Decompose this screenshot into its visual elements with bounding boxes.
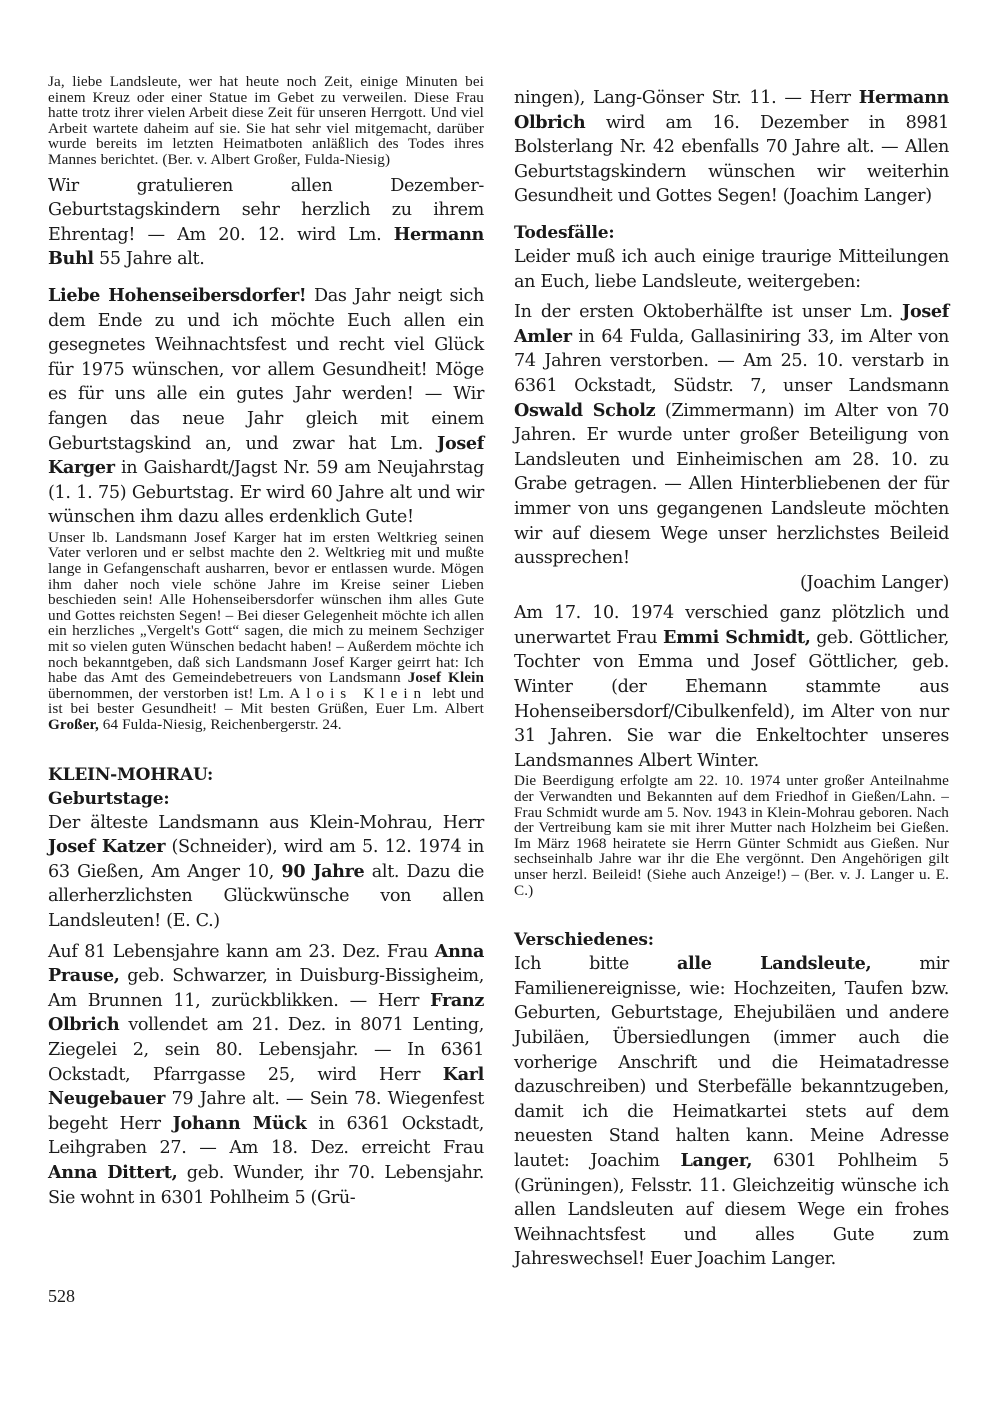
- text: Unser lb. Landsmann Josef Karger hat im ersten Weltkrieg seinen Vater verloren und er selbst machte den 2. Weltkrieg mit und mußte lange in Gefangenschaft ausharren, bevor er entlassen wurde. Mögen ihm daher noch viele schöne Jahre im Kreise seiner Lieben beschieden sein! Alle Hohenseibersdorfer wünschen ihm alles Gute und Gottes reichsten Segen! – Bei dieser Gelegenheit möchte ich allen ein herzliches „Vergelt's Gott“ sagen, die mich zu meinem Sechziger mit so vielen guten Wünschen bedacht haben! – Außerdem möchte ich noch bekanntgeben, daß sich Landsmann Josef Karger geirrt hat: Ich habe das Amt des Gemeindebetreuers von Landsmann: [48, 528, 484, 687]
- subheading-geburtstage: Geburtstage:: [48, 788, 170, 809]
- text: 79 Jahre alt. — Sein 78. Wiegenfest begeht Herr: [48, 1089, 484, 1134]
- section-heading-verschiedenes: Verschiedenes:: [514, 930, 654, 951]
- text: (Schneider), wird am 5. 12. 1974 in 63 Gießen, Am Anger 10,: [48, 837, 484, 882]
- section-heading-todesfaelle: Todesfälle:: [514, 222, 615, 243]
- text: mir Familienereignisse, wie: Hochzeiten, Taufen bzw. Geburten, Geburtstage, Ehejubiläen und andere Jubiläen, Übersiedlungen (immer auch die vorherige Anschrift und die Heimatadresse dazuschreiben) und Sterbefälle bekanntzugeben, damit ich die Heimatkartei stets auf dem neuesten Stand halten kann. Meine Adresse lautet: Joachim: [514, 954, 949, 1171]
- person-name: Karl Neugebauer: [48, 1063, 484, 1110]
- deaths-paragraph: [514, 300, 949, 571]
- age-highlight: 90 Jahre: [281, 860, 365, 882]
- verschiedenes-paragraph: [514, 952, 949, 1272]
- text: in Gaishardt/Jagst Nr. 59 am Neujahrstag (1. 1. 75) Geburtstag. Er wird 60 Jahre alt und wir wünschen ihm dazu alles erdenklich Gute!: [48, 458, 484, 528]
- funeral-small-paragraph: Die Beerdigung erfolgte am 22. 10. 1974 unter großer Anteilnahme der Verwandten und Bekannten auf dem Friedhof in Gießen/Lahn. – Frau Schmidt wurde am 5. Nov. 1943 in Klein-Mohrau geboren. Nach der Vertreibung kam sie mit ihrer Mutter nach Holzheim bei Gießen. Im März 1968 heiratete sie Herrn Günter Schmidt aus Gießen. Nur sechseinhalb Jahre war ihr die Ehe vergönnt. Den Angehörigen gilt unser herzl. Beileid! (Siehe auch Anzeige!) – (Ber. v. J. Langer u. E. C.): [514, 772, 949, 899]
- right-column: [514, 86, 949, 1272]
- person-name: Josef Amler: [514, 301, 949, 347]
- text: lebt und ist bei bester Gesundheit! – Mit besten Grüßen, Euer Lm. Albert: [48, 684, 484, 718]
- text: geb. Schwarzer, in Duisburg-Bissigheim, Am Brunnen 11, zurückblikken. — Herr: [48, 966, 484, 1011]
- text: geb. Wunder, ihr 70. Lebensjahr. Sie wohnt in 6301 Pohlheim 5 (Grü-: [48, 1162, 484, 1208]
- person-name: Anna Prause,: [48, 940, 484, 987]
- section-heading-klein-mohrau: KLEIN-MOHRAU:: [48, 764, 214, 785]
- greeting: Liebe Hohenseibersdorfer!: [48, 284, 307, 306]
- person-name: Franz Olbrich: [48, 989, 484, 1036]
- text: wird am 16. Dezember in 8981 Bolsterlang Nr. 42 ebenfalls 70 Jahre alt. — Allen Geburtstagskindern wünschen wir weiterhin Gesundheit und Gottes Segen! (Joachim Langer): [514, 112, 949, 207]
- person-name: Johann Mück: [172, 1112, 307, 1134]
- person-name: Josef Katzer: [48, 836, 166, 858]
- person-name: Josef Karger: [48, 432, 484, 479]
- text: 6301 Pohlheim 5 (Grüningen), Felsstr. 11. Gleichzeitig wünsche ich allen Landsleuten auf diesem Wege ein frohes Weihnachtsfest und alles Gute zum Jahreswechsel! Euer Joachim Langer.: [514, 1150, 949, 1270]
- text: Ich bitte: [514, 954, 677, 975]
- karger-small-paragraph: [48, 530, 484, 733]
- person-name: Großer,: [48, 716, 99, 733]
- text: ningen), Lang-Gönser Str. 11. — Herr: [514, 88, 859, 108]
- december-birthdays-paragraph: [48, 174, 484, 272]
- text: übernommen, der verstorben ist! Lm.: [48, 684, 290, 702]
- text: geb. Göttlicher, Tochter von Emma und Josef Göttlicher, geb. Winter (der Ehemann stammte aus Hohenseibersdorf/Cibulkenfeld), im Alter von nur 31 Jahren. Sie war die Enkeltochter unseres Landsmannes Albert Winter.: [514, 627, 949, 771]
- person-name: Hermann Buhl: [48, 223, 484, 270]
- todesfaelle-intro: Leider muß ich auch einige traurige Mitteilungen an Euch, liebe Landsleute, weitergeben:: [514, 246, 949, 292]
- text: Auf 81 Lebensjahre kann am 23. Dez. Frau: [48, 941, 435, 962]
- continuation-paragraph: [514, 86, 949, 209]
- person-name: Oswald Scholz: [514, 399, 656, 421]
- hohenseibersdorfer-paragraph: [48, 284, 484, 530]
- left-column: [48, 74, 484, 1210]
- page-number: 528: [48, 1286, 75, 1306]
- text: (Zimmermann) im Alter von 70 Jahren. Er wurde unter großer Beteiligung von Landsleuten und Einheimischen am 28. 10. zu Grabe getragen. — Allen Hinterbliebenen der für immer von uns gegangenen Landsleute möchten wir auf diesem Wege unser herzlichstes Beileid aussprechen!: [514, 400, 949, 569]
- text: alt. Dazu die allerherzlichsten Glückwünsche von allen Landsleuten! (E. C.): [48, 861, 485, 931]
- text: Am 17. 10. 1974 verschied ganz plötzlich und unerwartet Frau: [514, 603, 949, 648]
- emphasis: alle Landsleute,: [676, 953, 872, 975]
- person-name-spaced: Alois Klein: [289, 684, 428, 702]
- person-name: Josef Klein: [407, 669, 484, 687]
- person-name: Anna Dittert,: [48, 1161, 178, 1183]
- schmidt-paragraph: [514, 601, 949, 773]
- person-name: Langer,: [680, 1149, 753, 1171]
- text: 55 Jahre alt.: [93, 249, 205, 270]
- intro-small-paragraph: Ja, liebe Landsleute, wer hat heute noch Zeit, einige Minuten bei einem Kreuz oder einer Statue im Gebet zu verweilen. Diese Frau hatte trotz ihrer vielen Arbeit diese Zeit für unseren Herrgott. Und viel Arbeit wartete daheim auf sie. Sie hat sehr viel mitgemacht, darüber wurde bereits im letzten Heimatboten anläßlich des Todes ihres Mannes berichtet. (Ber. v. Albert Großer, Fulda-Niesig): [48, 73, 484, 168]
- text: vollendet am 21. Dez. in 8071 Lenting, Ziegelei 2, sein 80. Lebensjahr. — In 6361 Ockstadt, Pfarrgasse 25, wird Herr: [48, 1015, 484, 1085]
- person-name: Hermann Olbrich: [514, 87, 949, 133]
- text: Wir gratulieren allen Dezember-Geburtstagskindern sehr herzlich zu ihrem Ehrentag! — Am 20. 12. wird Lm.: [48, 175, 484, 245]
- text: Der älteste Landsmann aus Klein-Mohrau, Herr: [48, 812, 484, 833]
- signature: (Joachim Langer): [800, 572, 949, 593]
- text: In der ersten Oktoberhälfte ist unser Lm.: [514, 302, 903, 323]
- person-name: Emmi Schmidt,: [663, 626, 811, 648]
- text: in 64 Fulda, Gallasiniring 33, im Alter von 74 Jahren verstorben. — Am 25. 10. verstarb in 6361 Ockstadt, Südstr. 7, unser Landsmann: [514, 326, 949, 396]
- text: Das Jahr neigt sich dem Ende zu und ich möchte Euch allen ein gesegnetes Weihnachtsfest und recht viel Glück für 1975 wünschen, vor allem Gesundheit! Möge es für uns alle ein gutes Jahr werden! — Wir fangen das neue Jahr gleich mit einem Geburtstagskind an, und zwar hat Lm.: [48, 285, 484, 454]
- katzer-paragraph: [48, 811, 484, 934]
- birthdays-paragraph: [48, 940, 484, 1211]
- text: 64 Fulda-Niesig, Reichenbergerstr. 24.: [98, 716, 342, 733]
- text: in 6361 Ockstadt, Leihgraben 27. — Am 18. Dez. erreicht Frau: [48, 1113, 484, 1159]
